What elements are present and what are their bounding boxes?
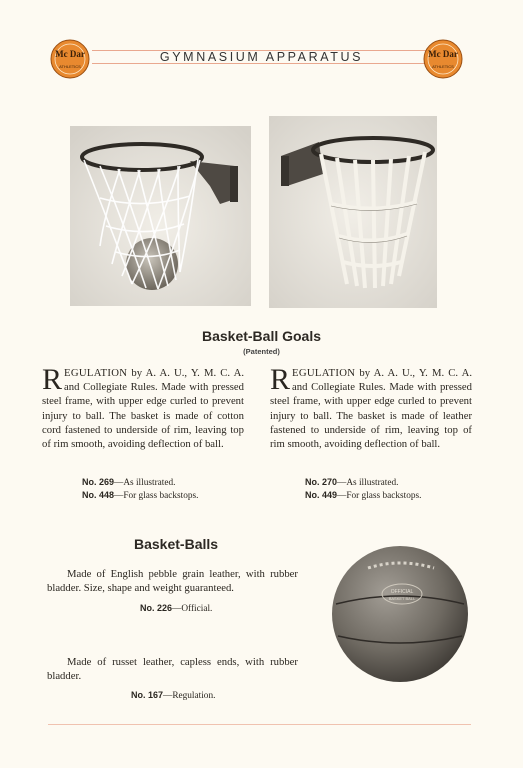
cord-goal-photo	[70, 126, 251, 306]
goals-patented-label: (Patented)	[243, 347, 280, 356]
svg-text:OFFICIAL: OFFICIAL	[390, 589, 414, 595]
leather-goal-photo	[269, 116, 437, 308]
lead-word: EGULATION	[292, 367, 356, 379]
description-body: by A. A. U., Y. M. C. A. and Collegiate Rules. Made with pressed steel frame, with upper edge curled to prevent injury to ball. The basket is made of leather fastened to underside of rim, leaving top of rim smooth, avoiding deflection of ball.	[270, 367, 472, 451]
description-body: by A. A. U., Y. M. C. A. and Collegiate Rules. Made with pressed steel frame, with upper edge curled to prevent injury to ball. The basket is made of cotton cord fastened to underside of rim, leaving top of rim smooth, avoiding deflection of ball.	[42, 367, 244, 451]
lead-word: EGULATION	[64, 367, 128, 379]
svg-text:Mc Dar: Mc Dar	[55, 49, 85, 59]
svg-text:BASKET BALL: BASKET BALL	[388, 596, 416, 601]
goal-item-270: No. 270—As illustrated.	[305, 477, 399, 488]
drop-cap: R	[42, 363, 63, 396]
bottom-rule	[48, 724, 471, 725]
goal-item-448: No. 448—For glass backstops.	[82, 490, 199, 501]
svg-text:ATHLETICS: ATHLETICS	[59, 64, 81, 69]
svg-text:ATHLETICS: ATHLETICS	[432, 64, 454, 69]
ball-226-description: Made of English pebble grain leather, with rubber bladder. Size, shape and weight guaranteed.	[47, 568, 298, 595]
goal-item-269: No. 269—As illustrated.	[82, 477, 176, 488]
goal-item-449: No. 449—For glass backstops.	[305, 490, 422, 501]
drop-cap: R	[270, 363, 291, 396]
goals-right-description	[270, 363, 472, 451]
mcdar-logo-right	[423, 39, 463, 79]
ball-item-167: No. 167—Regulation.	[131, 690, 216, 701]
page-header-title: GYMNASIUM APPARATUS	[159, 50, 364, 64]
balls-heading: Basket-Balls	[134, 536, 219, 552]
goals-left-description	[42, 363, 244, 451]
ball-167-description: Made of russet leather, capless ends, with rubber bladder.	[47, 656, 298, 683]
ball-item-226: No. 226—Official.	[140, 603, 213, 614]
svg-text:Mc Dar: Mc Dar	[428, 49, 458, 59]
goals-heading: Basket-Ball Goals	[201, 328, 322, 344]
mcdar-logo-left	[50, 39, 90, 79]
basketball-photo	[330, 544, 470, 684]
